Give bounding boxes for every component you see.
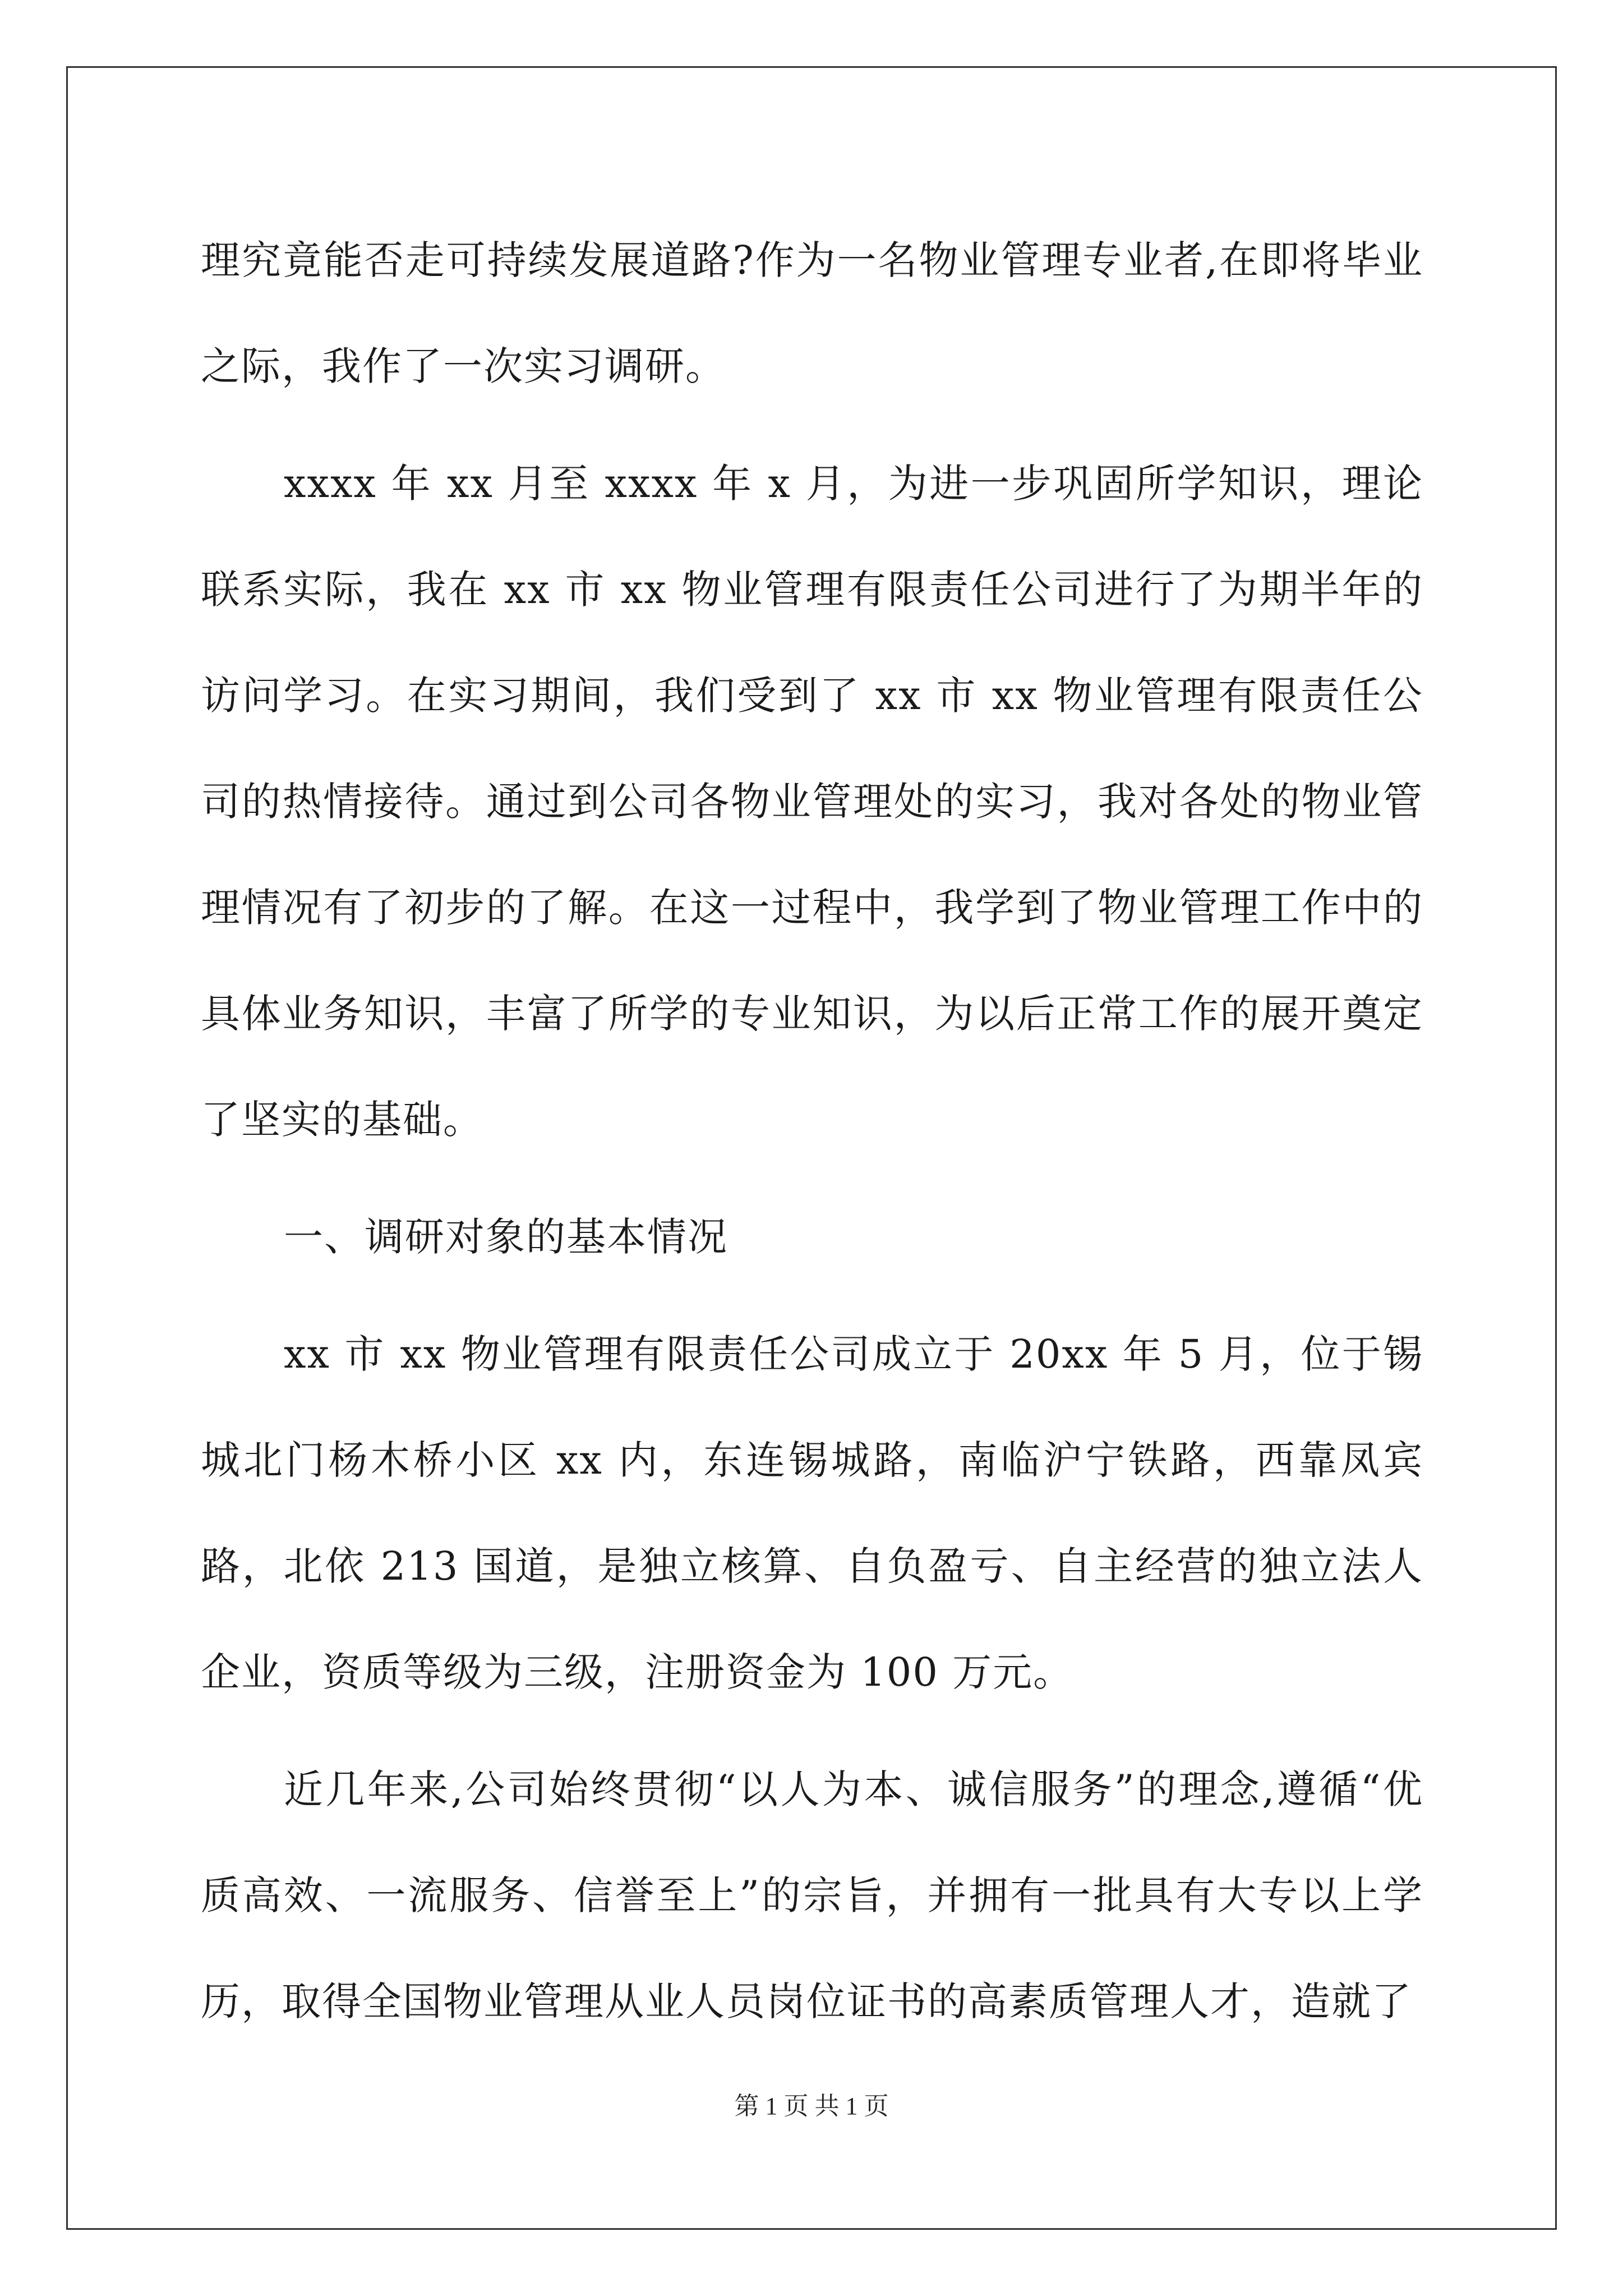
paragraph-1: 理究竟能否走可持续发展道路?作为一名物业管理专业者,在即将毕业之际，我作了一次实习调研。 <box>201 237 1423 389</box>
paragraph-3: xx 市 xx 物业管理有限责任公司成立于 20xx 年 5 月，位于锡城北门杨木桥小区 xx 内，东连锡城路，南临沪宁铁路，西靠凤宾路，北依 213 国道，是独立核算、自负盈亏、自主经营的独立法人企业，资质等级为三级，注册资金为 100 万元。 <box>201 1331 1423 1695</box>
paragraph-4: 近几年来,公司始终贯彻“以人为本、诚信服务”的理念,遵循“优质高效、一流服务、信誉至上”的宗旨，并拥有一批具有大专以上学历，取得全国物业管理从业人员岗位证书的高素质管理人才，造就了 <box>201 1766 1423 2024</box>
section-heading: 一、调研对象的基本情况 <box>284 1214 728 1260</box>
page-footer: 第 1 页 共 1 页 <box>734 2092 889 2120</box>
paragraph-2: xxxx 年 xx 月至 xxxx 年 x 月，为进一步巩固所学知识，理论联系实际，我在 xx 市 xx 物业管理有限责任公司进行了为期半年的访问学习。在实习期间，我们受到了 xx 市 xx 物业管理有限责任公司的热情接待。通过到公司各物业管理处的实习，我对各处的物业管理情况有了初步的了解。在这一过程中，我学到了物业管理工作中的具体业务知识，丰富了所学的专业知识，为以后正常工作的展开奠定了坚实的基础。 <box>201 461 1423 1143</box>
document-body <box>201 208 1423 2066</box>
